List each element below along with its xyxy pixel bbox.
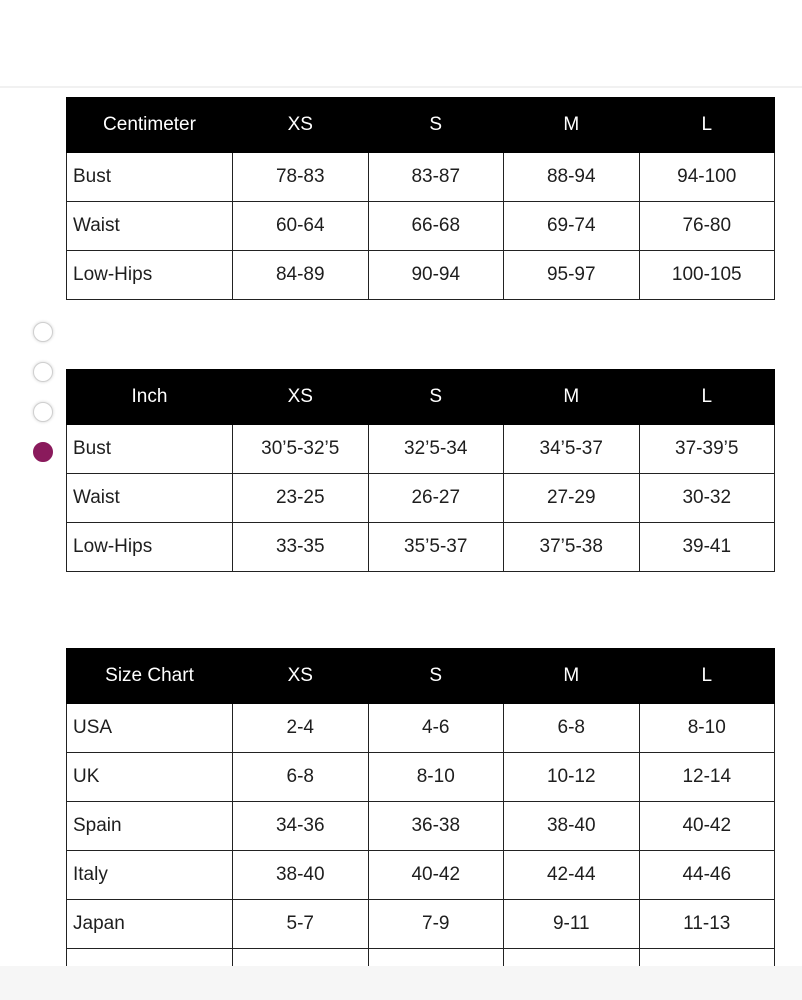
- table-cell: 32’5-34: [368, 425, 504, 474]
- table-cell: 38-40: [233, 851, 369, 900]
- table-cell: 76-80: [639, 202, 775, 251]
- table-cell: 7-9: [368, 900, 504, 949]
- table-cell: 34’5-37: [504, 425, 640, 474]
- table-row: [67, 153, 775, 202]
- table-cell: 36-38: [368, 802, 504, 851]
- table-cell: 37-39’5: [639, 425, 775, 474]
- table-cell: 11-13: [639, 900, 775, 949]
- table-cell: 40-42: [639, 802, 775, 851]
- table-header-cell: L: [639, 98, 775, 153]
- table-cell: 34-36: [233, 802, 369, 851]
- table-cell: 12-14: [639, 753, 775, 802]
- table-cell: 39-41: [639, 523, 775, 572]
- table-cell: 38-40: [504, 802, 640, 851]
- row-label-cell: Waist: [67, 474, 233, 523]
- table-cell: 42-44: [504, 851, 640, 900]
- table-row: [67, 900, 775, 949]
- table-row: [67, 474, 775, 523]
- table-cell: 8-10: [368, 753, 504, 802]
- row-label-cell: Waist: [67, 202, 233, 251]
- table-cell: 94-100: [639, 153, 775, 202]
- carousel-pagination: [33, 322, 55, 482]
- table-cell: 27-29: [504, 474, 640, 523]
- table-row: [67, 802, 775, 851]
- table-cell: 6-8: [233, 753, 369, 802]
- row-label-cell: UK: [67, 753, 233, 802]
- row-label-cell: Bust: [67, 153, 233, 202]
- table-cell: 60-64: [233, 202, 369, 251]
- table-header-cell: L: [639, 370, 775, 425]
- table-cell: 44-46: [639, 851, 775, 900]
- table-cell: 95-97: [504, 251, 640, 300]
- table-cell: 10-12: [504, 753, 640, 802]
- table-header-cell: Inch: [67, 370, 233, 425]
- carousel-dot-4-active[interactable]: [33, 442, 53, 462]
- bottom-bar: [0, 966, 802, 1000]
- table-cell: 23-25: [233, 474, 369, 523]
- table-header-cell: XS: [233, 649, 369, 704]
- table-cell: 40-42: [368, 851, 504, 900]
- table-cell: 84-89: [233, 251, 369, 300]
- carousel-dot-3[interactable]: [33, 402, 53, 422]
- row-label-cell: Low-Hips: [67, 523, 233, 572]
- table-cell: 30-32: [639, 474, 775, 523]
- table-cell: 90-94: [368, 251, 504, 300]
- table-row: [67, 425, 775, 474]
- table-cell: 69-74: [504, 202, 640, 251]
- row-label-cell: Italy: [67, 851, 233, 900]
- table-header-cell: M: [504, 98, 640, 153]
- row-label-cell: USA: [67, 704, 233, 753]
- table-cell: 37’5-38: [504, 523, 640, 572]
- top-bar: [0, 0, 802, 88]
- table-row: [67, 704, 775, 753]
- table-cell: 26-27: [368, 474, 504, 523]
- table-cell: 100-105: [639, 251, 775, 300]
- table-cell: 6-8: [504, 704, 640, 753]
- table-header-cell: XS: [233, 98, 369, 153]
- table-header-cell: L: [639, 649, 775, 704]
- table-cell: 33-35: [233, 523, 369, 572]
- table-row: [67, 753, 775, 802]
- table-header-cell: S: [368, 370, 504, 425]
- table-cell: 4-6: [368, 704, 504, 753]
- inch-size-table: [66, 369, 775, 572]
- table-header-cell: Size Chart: [67, 649, 233, 704]
- table-row: [67, 202, 775, 251]
- table-cell: 30’5-32’5: [233, 425, 369, 474]
- table-cell: 2-4: [233, 704, 369, 753]
- international-size-chart-table: [66, 648, 775, 998]
- row-label-cell: Low-Hips: [67, 251, 233, 300]
- table-header-cell: XS: [233, 370, 369, 425]
- row-label-cell: Spain: [67, 802, 233, 851]
- table-cell: 8-10: [639, 704, 775, 753]
- centimeter-size-table: [66, 97, 775, 300]
- carousel-dot-2[interactable]: [33, 362, 53, 382]
- table-row: [67, 523, 775, 572]
- table-header-row: [67, 98, 775, 153]
- table-header-cell: M: [504, 649, 640, 704]
- table-header-row: [67, 370, 775, 425]
- table-header-cell: Centimeter: [67, 98, 233, 153]
- table-header-cell: S: [368, 649, 504, 704]
- row-label-cell: Bust: [67, 425, 233, 474]
- table-cell: 9-11: [504, 900, 640, 949]
- carousel-dot-1[interactable]: [33, 322, 53, 342]
- table-cell: 83-87: [368, 153, 504, 202]
- table-header-cell: M: [504, 370, 640, 425]
- table-cell: 66-68: [368, 202, 504, 251]
- table-header-cell: S: [368, 98, 504, 153]
- table-header-row: [67, 649, 775, 704]
- table-row: [67, 251, 775, 300]
- table-cell: 35’5-37: [368, 523, 504, 572]
- row-label-cell: Japan: [67, 900, 233, 949]
- table-cell: 5-7: [233, 900, 369, 949]
- table-cell: 88-94: [504, 153, 640, 202]
- table-cell: 78-83: [233, 153, 369, 202]
- table-row: [67, 851, 775, 900]
